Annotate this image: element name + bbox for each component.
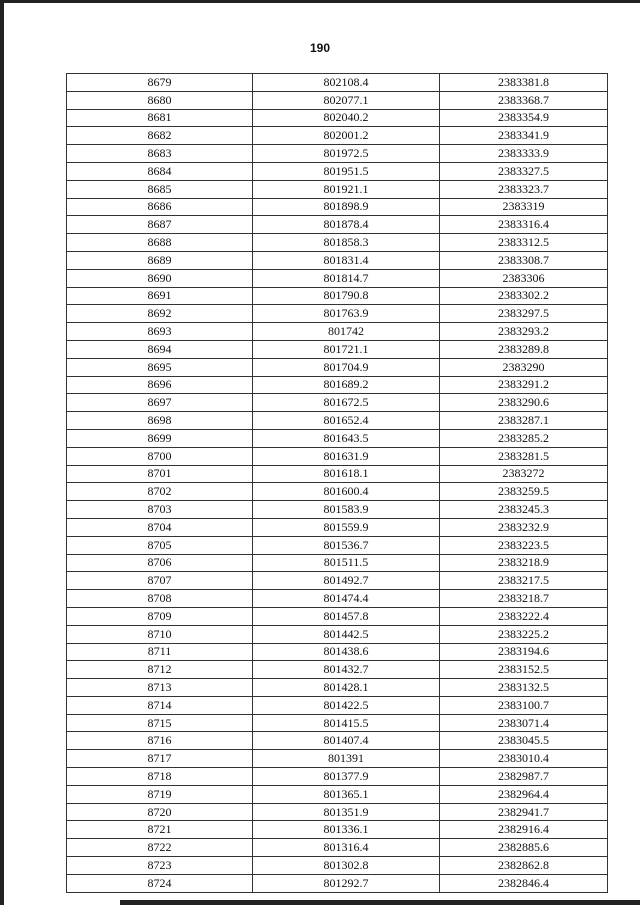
table-row [67, 305, 608, 323]
point-number-cell: 8679 [67, 74, 253, 92]
point-number-cell: 8690 [67, 269, 253, 287]
x-coordinate-cell: 801432.7 [253, 661, 440, 679]
x-coordinate-cell: 801377.9 [253, 768, 440, 786]
y-coordinate-cell: 2383218.9 [440, 554, 608, 572]
y-coordinate-cell: 2383327.5 [440, 162, 608, 180]
table-row [67, 874, 608, 892]
point-number-cell: 8719 [67, 785, 253, 803]
point-number-cell: 8713 [67, 679, 253, 697]
y-coordinate-cell: 2383225.2 [440, 625, 608, 643]
point-number-cell: 8705 [67, 536, 253, 554]
point-number-cell: 8688 [67, 234, 253, 252]
x-coordinate-cell: 801814.7 [253, 269, 440, 287]
table-row [67, 696, 608, 714]
x-coordinate-cell: 801672.5 [253, 394, 440, 412]
table-row [67, 127, 608, 145]
y-coordinate-cell: 2382916.4 [440, 821, 608, 839]
x-coordinate-cell: 801921.1 [253, 180, 440, 198]
table-row [67, 145, 608, 163]
x-coordinate-cell: 801559.9 [253, 518, 440, 536]
x-coordinate-cell: 801631.9 [253, 447, 440, 465]
coordinates-table-body [67, 74, 608, 893]
scan-border-left [0, 0, 4, 905]
x-coordinate-cell: 801457.8 [253, 607, 440, 625]
x-coordinate-cell: 802040.2 [253, 109, 440, 127]
point-number-cell: 8694 [67, 340, 253, 358]
point-number-cell: 8700 [67, 447, 253, 465]
point-number-cell: 8684 [67, 162, 253, 180]
x-coordinate-cell: 801583.9 [253, 501, 440, 519]
point-number-cell: 8687 [67, 216, 253, 234]
x-coordinate-cell: 801511.5 [253, 554, 440, 572]
point-number-cell: 8697 [67, 394, 253, 412]
point-number-cell: 8717 [67, 750, 253, 768]
x-coordinate-cell: 801407.4 [253, 732, 440, 750]
scan-border-top [0, 0, 640, 3]
point-number-cell: 8692 [67, 305, 253, 323]
point-number-cell: 8724 [67, 874, 253, 892]
x-coordinate-cell: 801790.8 [253, 287, 440, 305]
coordinates-table [66, 73, 608, 893]
y-coordinate-cell: 2383316.4 [440, 216, 608, 234]
x-coordinate-cell: 801618.1 [253, 465, 440, 483]
x-coordinate-cell: 801721.1 [253, 340, 440, 358]
table-row [67, 785, 608, 803]
scan-border-bottom [120, 900, 640, 905]
x-coordinate-cell: 801351.9 [253, 803, 440, 821]
y-coordinate-cell: 2383290 [440, 358, 608, 376]
x-coordinate-cell: 801422.5 [253, 696, 440, 714]
x-coordinate-cell: 801415.5 [253, 714, 440, 732]
table-row [67, 554, 608, 572]
table-row [67, 358, 608, 376]
point-number-cell: 8699 [67, 429, 253, 447]
point-number-cell: 8702 [67, 483, 253, 501]
point-number-cell: 8723 [67, 857, 253, 875]
x-coordinate-cell: 801391 [253, 750, 440, 768]
table-row [67, 74, 608, 92]
table-row [67, 216, 608, 234]
table-row [67, 180, 608, 198]
table-row [67, 483, 608, 501]
x-coordinate-cell: 801689.2 [253, 376, 440, 394]
point-number-cell: 8721 [67, 821, 253, 839]
table-row [67, 162, 608, 180]
y-coordinate-cell: 2383289.8 [440, 340, 608, 358]
y-coordinate-cell: 2383272 [440, 465, 608, 483]
x-coordinate-cell: 801492.7 [253, 572, 440, 590]
point-number-cell: 8718 [67, 768, 253, 786]
table-row [67, 412, 608, 430]
y-coordinate-cell: 2383194.6 [440, 643, 608, 661]
point-number-cell: 8685 [67, 180, 253, 198]
y-coordinate-cell: 2383132.5 [440, 679, 608, 697]
point-number-cell: 8696 [67, 376, 253, 394]
x-coordinate-cell: 802077.1 [253, 91, 440, 109]
point-number-cell: 8708 [67, 590, 253, 608]
table-row [67, 518, 608, 536]
point-number-cell: 8701 [67, 465, 253, 483]
x-coordinate-cell: 801951.5 [253, 162, 440, 180]
x-coordinate-cell: 801643.5 [253, 429, 440, 447]
y-coordinate-cell: 2383287.1 [440, 412, 608, 430]
table-row [67, 857, 608, 875]
x-coordinate-cell: 801600.4 [253, 483, 440, 501]
y-coordinate-cell: 2383045.5 [440, 732, 608, 750]
x-coordinate-cell: 801316.4 [253, 839, 440, 857]
y-coordinate-cell: 2382987.7 [440, 768, 608, 786]
x-coordinate-cell: 801336.1 [253, 821, 440, 839]
x-coordinate-cell: 801742 [253, 323, 440, 341]
point-number-cell: 8689 [67, 251, 253, 269]
y-coordinate-cell: 2383341.9 [440, 127, 608, 145]
table-row [67, 198, 608, 216]
y-coordinate-cell: 2383306 [440, 269, 608, 287]
point-number-cell: 8691 [67, 287, 253, 305]
y-coordinate-cell: 2383223.5 [440, 536, 608, 554]
table-row [67, 91, 608, 109]
y-coordinate-cell: 2383333.9 [440, 145, 608, 163]
y-coordinate-cell: 2383302.2 [440, 287, 608, 305]
y-coordinate-cell: 2383232.9 [440, 518, 608, 536]
x-coordinate-cell: 801831.4 [253, 251, 440, 269]
point-number-cell: 8703 [67, 501, 253, 519]
table-row [67, 590, 608, 608]
x-coordinate-cell: 801302.8 [253, 857, 440, 875]
table-row [67, 821, 608, 839]
table-row [67, 465, 608, 483]
y-coordinate-cell: 2382941.7 [440, 803, 608, 821]
point-number-cell: 8704 [67, 518, 253, 536]
x-coordinate-cell: 801652.4 [253, 412, 440, 430]
table-row [67, 376, 608, 394]
point-number-cell: 8712 [67, 661, 253, 679]
x-coordinate-cell: 801536.7 [253, 536, 440, 554]
point-number-cell: 8695 [67, 358, 253, 376]
point-number-cell: 8686 [67, 198, 253, 216]
table-row [67, 679, 608, 697]
point-number-cell: 8720 [67, 803, 253, 821]
table-row [67, 536, 608, 554]
table-row [67, 323, 608, 341]
y-coordinate-cell: 2383323.7 [440, 180, 608, 198]
x-coordinate-cell: 801704.9 [253, 358, 440, 376]
y-coordinate-cell: 2383312.5 [440, 234, 608, 252]
y-coordinate-cell: 2383071.4 [440, 714, 608, 732]
point-number-cell: 8693 [67, 323, 253, 341]
y-coordinate-cell: 2383100.7 [440, 696, 608, 714]
y-coordinate-cell: 2383291.2 [440, 376, 608, 394]
point-number-cell: 8714 [67, 696, 253, 714]
y-coordinate-cell: 2383368.7 [440, 91, 608, 109]
table-row [67, 839, 608, 857]
x-coordinate-cell: 801292.7 [253, 874, 440, 892]
table-row [67, 661, 608, 679]
y-coordinate-cell: 2383217.5 [440, 572, 608, 590]
x-coordinate-cell: 801763.9 [253, 305, 440, 323]
x-coordinate-cell: 802001.2 [253, 127, 440, 145]
x-coordinate-cell: 802108.4 [253, 74, 440, 92]
table-row [67, 643, 608, 661]
table-row [67, 269, 608, 287]
y-coordinate-cell: 2383245.3 [440, 501, 608, 519]
point-number-cell: 8709 [67, 607, 253, 625]
table-row [67, 340, 608, 358]
y-coordinate-cell: 2383222.4 [440, 607, 608, 625]
point-number-cell: 8681 [67, 109, 253, 127]
y-coordinate-cell: 2382846.4 [440, 874, 608, 892]
page-number: 190 [309, 41, 331, 55]
y-coordinate-cell: 2383297.5 [440, 305, 608, 323]
point-number-cell: 8682 [67, 127, 253, 145]
table-row [67, 714, 608, 732]
table-row [67, 625, 608, 643]
point-number-cell: 8716 [67, 732, 253, 750]
point-number-cell: 8698 [67, 412, 253, 430]
y-coordinate-cell: 2383354.9 [440, 109, 608, 127]
table-row [67, 572, 608, 590]
table-row [67, 251, 608, 269]
table-row [67, 234, 608, 252]
y-coordinate-cell: 2383259.5 [440, 483, 608, 501]
table-row [67, 803, 608, 821]
table-row [67, 429, 608, 447]
x-coordinate-cell: 801474.4 [253, 590, 440, 608]
y-coordinate-cell: 2382862.8 [440, 857, 608, 875]
table-row [67, 768, 608, 786]
table-row [67, 501, 608, 519]
point-number-cell: 8711 [67, 643, 253, 661]
y-coordinate-cell: 2383308.7 [440, 251, 608, 269]
point-number-cell: 8722 [67, 839, 253, 857]
y-coordinate-cell: 2383293.2 [440, 323, 608, 341]
y-coordinate-cell: 2383285.2 [440, 429, 608, 447]
y-coordinate-cell: 2382885.6 [440, 839, 608, 857]
x-coordinate-cell: 801365.1 [253, 785, 440, 803]
point-number-cell: 8680 [67, 91, 253, 109]
table-row [67, 607, 608, 625]
y-coordinate-cell: 2383152.5 [440, 661, 608, 679]
y-coordinate-cell: 2383319 [440, 198, 608, 216]
x-coordinate-cell: 801428.1 [253, 679, 440, 697]
x-coordinate-cell: 801898.9 [253, 198, 440, 216]
y-coordinate-cell: 2383381.8 [440, 74, 608, 92]
table-row [67, 750, 608, 768]
table-row [67, 109, 608, 127]
x-coordinate-cell: 801858.3 [253, 234, 440, 252]
x-coordinate-cell: 801438.6 [253, 643, 440, 661]
y-coordinate-cell: 2383290.6 [440, 394, 608, 412]
y-coordinate-cell: 2383218.7 [440, 590, 608, 608]
point-number-cell: 8715 [67, 714, 253, 732]
y-coordinate-cell: 2382964.4 [440, 785, 608, 803]
table-row [67, 447, 608, 465]
table-row [67, 394, 608, 412]
y-coordinate-cell: 2383010.4 [440, 750, 608, 768]
x-coordinate-cell: 801972.5 [253, 145, 440, 163]
point-number-cell: 8683 [67, 145, 253, 163]
point-number-cell: 8707 [67, 572, 253, 590]
y-coordinate-cell: 2383281.5 [440, 447, 608, 465]
point-number-cell: 8706 [67, 554, 253, 572]
table-row [67, 732, 608, 750]
table-row [67, 287, 608, 305]
x-coordinate-cell: 801442.5 [253, 625, 440, 643]
point-number-cell: 8710 [67, 625, 253, 643]
x-coordinate-cell: 801878.4 [253, 216, 440, 234]
